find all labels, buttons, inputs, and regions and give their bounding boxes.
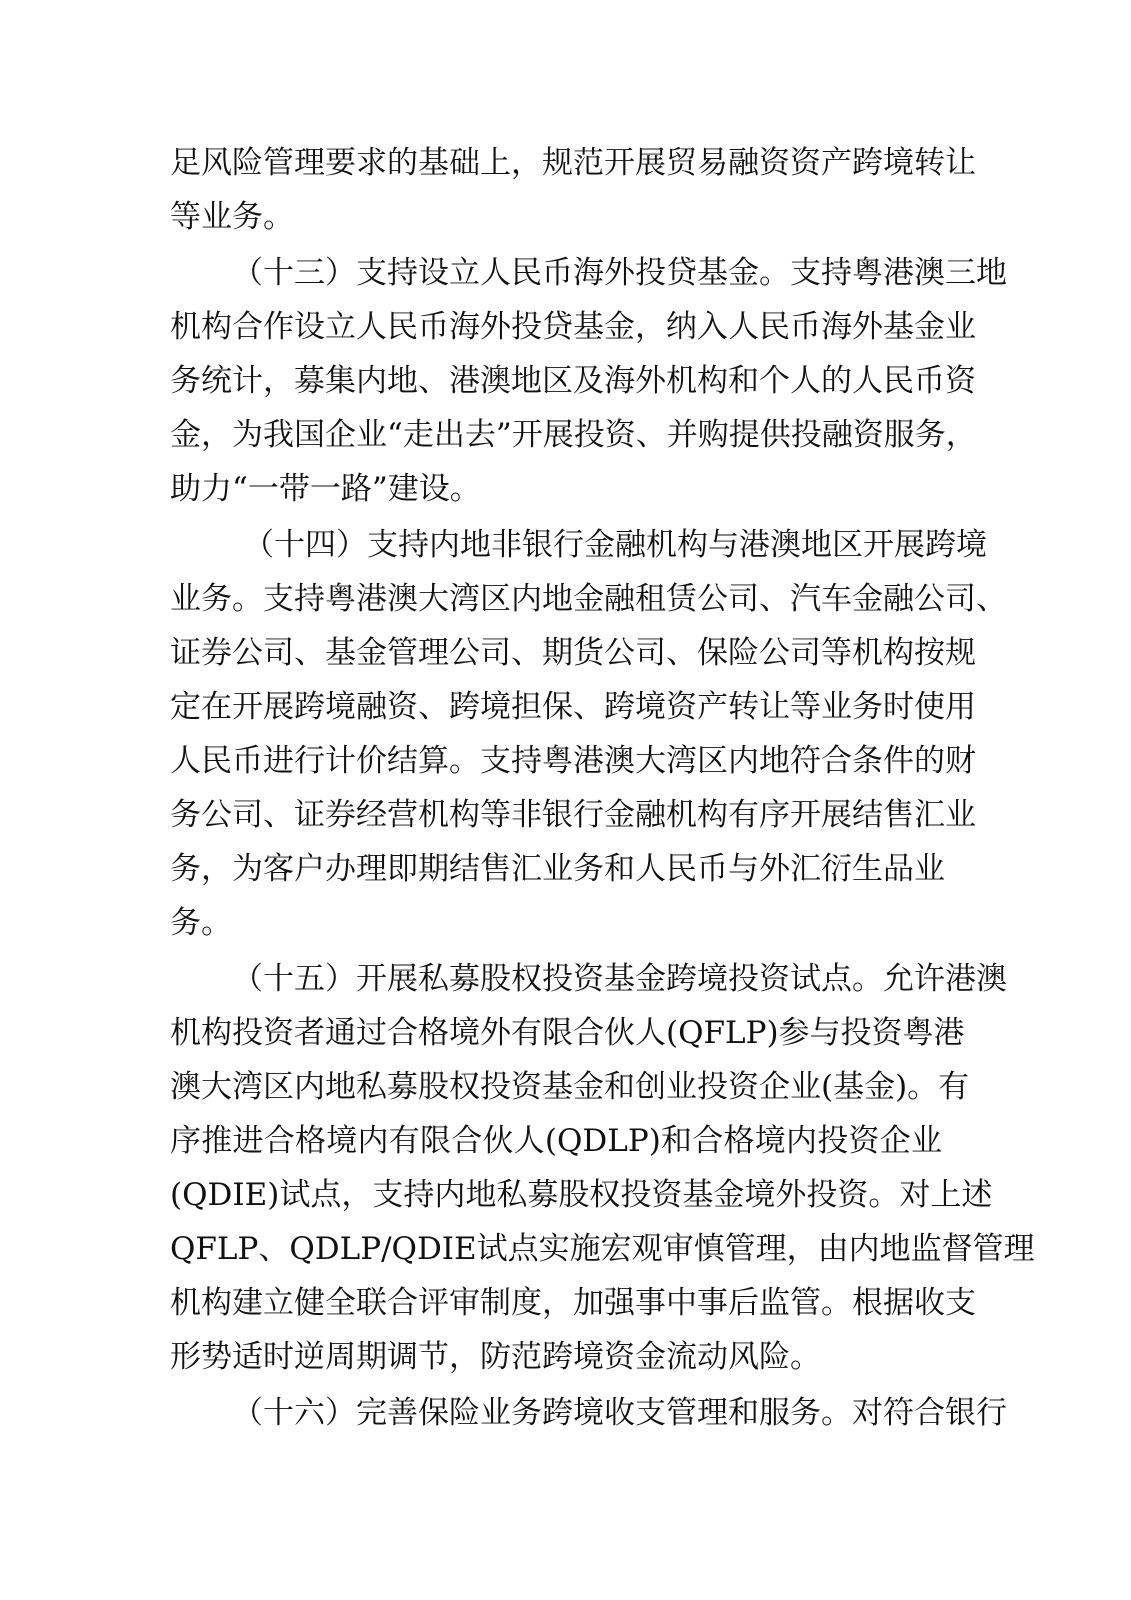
text-line: 人民币进行计价结算。支持粤港澳大湾区内地符合条件的财 xyxy=(170,743,976,779)
text-line: 务，为客户办理即期结售汇业务和人民币与外汇衍生品业 xyxy=(170,851,945,887)
text-line: 金，为我国企业“走出去”开展投资、并购提供投融资服务， xyxy=(170,417,977,453)
text-line: 务。 xyxy=(170,905,232,941)
text-line: 序推进合格境内有限合伙人(QDLP)和合格境内投资企业 xyxy=(170,1123,942,1159)
paragraph-heading-15: （十五）开展私募股权投资基金跨境投资试点。允许港澳 xyxy=(232,961,1007,997)
text-line: QFLP、QDLP/QDIE试点实施宏观审慎管理，由内地监督管理 xyxy=(170,1231,1035,1267)
text-line: 澳大湾区内地私募股权投资基金和创业投资企业(基金)。有 xyxy=(170,1069,970,1105)
text-line: 机构建立健全联合评审制度，加强事中事后监管。根据收支 xyxy=(170,1285,976,1321)
text-line: 等业务。 xyxy=(170,199,294,235)
text-line: 证券公司、基金管理公司、期货公司、保险公司等机构按规 xyxy=(170,635,976,671)
text-line: 机构投资者通过合格境外有限合伙人(QFLP)参与投资粤港 xyxy=(170,1015,965,1051)
paragraph-heading-16: （十六）完善保险业务跨境收支管理和服务。对符合银行 xyxy=(232,1395,1007,1431)
text-line: 机构合作设立人民币海外投贷基金，纳入人民币海外基金业 xyxy=(170,309,976,345)
text-line: 定在开展跨境融资、跨境担保、跨境资产转让等业务时使用 xyxy=(170,689,976,725)
text-line: 务统计，募集内地、港澳地区及海外机构和个人的人民币资 xyxy=(170,363,976,399)
text-line: 足风险管理要求的基础上，规范开展贸易融资资产跨境转让 xyxy=(170,145,976,181)
paragraph-heading-14: （十四）支持内地非银行金融机构与港澳地区开展跨境 xyxy=(243,527,987,563)
text-line: (QDIE)试点，支持内地私募股权投资基金境外投资。对上述 xyxy=(170,1177,993,1213)
text-line: 助力“一带一路”建设。 xyxy=(170,471,481,507)
paragraph-heading-13: （十三）支持设立人民币海外投贷基金。支持粤港澳三地 xyxy=(232,255,1007,291)
text-line: 业务。支持粤港澳大湾区内地金融租赁公司、汽车金融公司、 xyxy=(170,581,1007,617)
text-line: 务公司、证券经营机构等非银行金融机构有序开展结售汇业 xyxy=(170,797,976,833)
text-line: 形势适时逆周期调节，防范跨境资金流动风险。 xyxy=(170,1339,821,1375)
